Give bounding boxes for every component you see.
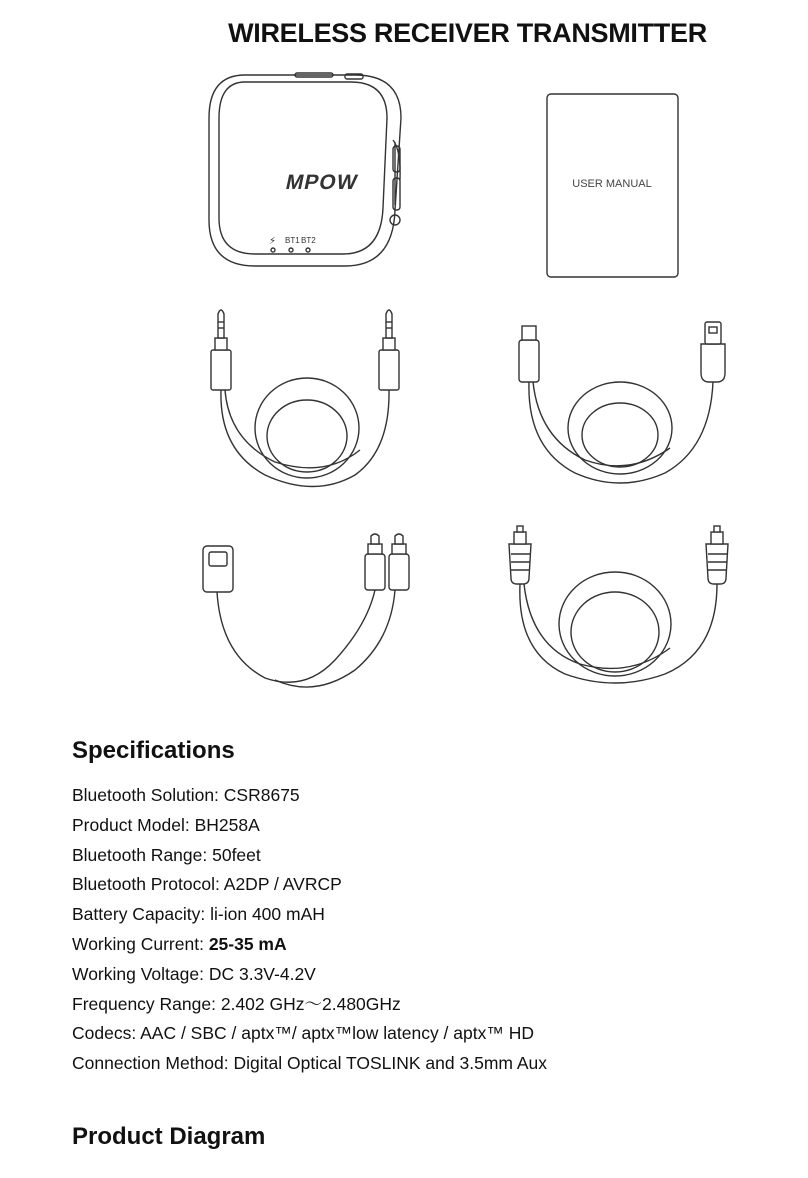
- spec-item: Bluetooth Protocol: A2DP / AVRCP: [72, 874, 342, 895]
- optical-cable-illustration: [495, 522, 735, 692]
- manual-label: USER MANUAL: [572, 178, 652, 190]
- indicator-bt1-label: BT1: [285, 236, 300, 245]
- specifications-heading: Specifications: [72, 737, 235, 764]
- spec-item: Connection Method: Digital Optical TOSLINK and 3.5mm Aux: [72, 1053, 548, 1074]
- spec-item: Battery Capacity: li-ion 400 mAH: [72, 904, 325, 925]
- specifications-list: [72, 781, 547, 1079]
- spec-item: Working Current: 25-35 mA: [72, 933, 287, 954]
- spec-item: Product Model: BH258A: [72, 814, 260, 835]
- spec-item: Bluetooth Range: 50feet: [72, 844, 261, 865]
- spec-item: Bluetooth Solution: CSR8675: [72, 785, 300, 805]
- rca-cable-illustration: [195, 530, 425, 700]
- power-icon: ⚡: [269, 236, 277, 247]
- brand-logo: MPOW: [283, 171, 361, 194]
- user-manual-illustration: [545, 92, 681, 280]
- usb-cable-illustration: [505, 318, 735, 498]
- page-title: WIRELESS RECEIVER TRANSMITTER: [228, 18, 707, 48]
- mpow-device-illustration: [205, 70, 415, 270]
- spec-item: Codecs: AAC / SBC / aptx™/ aptx™low latency / aptx™ HD: [72, 1023, 534, 1044]
- spec-item: Working Voltage: DC 3.3V-4.2V: [72, 963, 316, 984]
- indicator-bt2-label: BT2: [301, 236, 316, 245]
- spec-item: Frequency Range: 2.402 GHz～2.480GHz: [72, 993, 401, 1014]
- aux-cable-illustration: [195, 300, 415, 500]
- product-diagram-heading: Product Diagram: [72, 1123, 266, 1150]
